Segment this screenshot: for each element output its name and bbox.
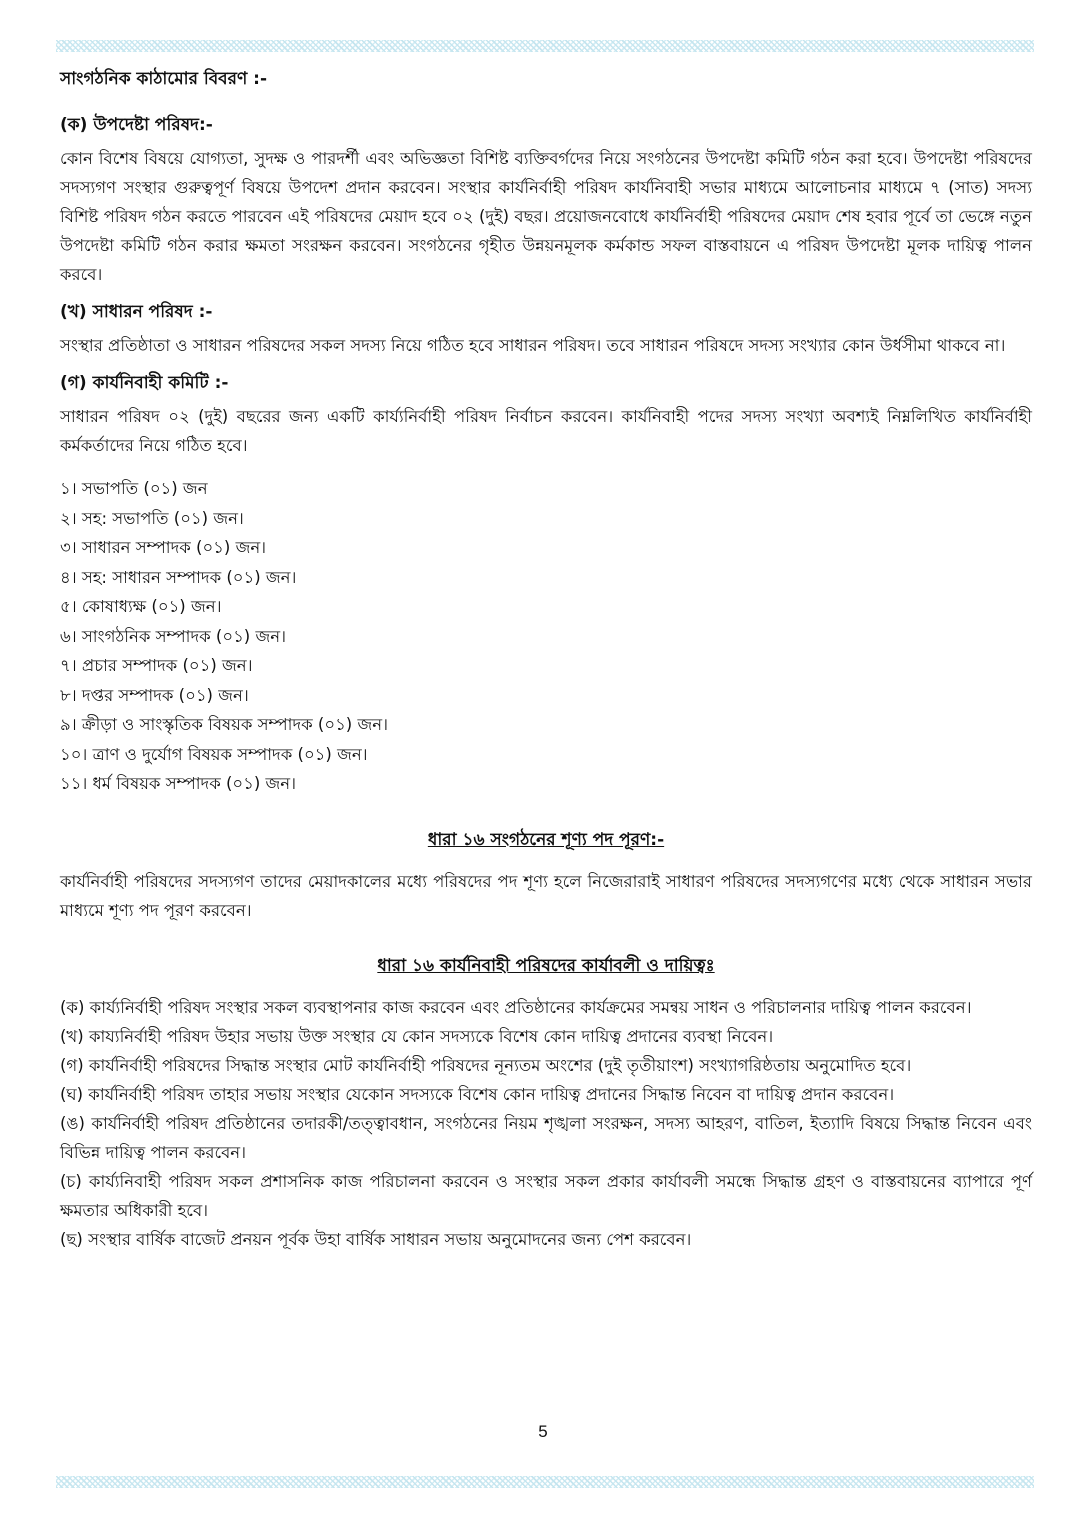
section-heading: (গ) কার্যনিবাহী কমিটি :- bbox=[60, 373, 229, 393]
list-item: ৬। সাংগঠনিক সম্পাদক (০১) জন। bbox=[60, 626, 286, 646]
duty-clause: (ঙ) কার্যনির্বাহী পরিষদ প্রতিষ্ঠানের তদারকী/তত্ত্বাবধান, সংগঠনের নিয়ম শৃঙ্খলা সংরক্ষন, সদস্য আহরণ, বাতিল, ইত্যাদি বিষয়ে সিদ্ধান্ত নিবেন এবং বিভিন্ন দায়িত্ব পালন করবেন। bbox=[60, 1113, 1032, 1162]
list-item: ৫। কোষাধ্যক্ষ (০১) জন। bbox=[60, 597, 222, 616]
list-item: ১। সভাপতি (০১) জন bbox=[60, 479, 208, 498]
duty-clause: (ঘ) কার্যনির্বাহী পরিষদ তাহার সভায় সংস্থার যেকোন সদস্যকে বিশেষ কোন দায়িত্ব প্রদানের সিদ্ধান্ত নিবেন বা দায়িত্ব প্রদান করবেন। bbox=[60, 1084, 895, 1104]
vacancy-heading: ধারা ১৬ সংগঠনের শূণ্য পদ পূরণ:- bbox=[427, 829, 665, 850]
section-paragraph: সাধারন পরিষদ ০২ (দুই) বছরের জন্য একটি কার্য্যনির্বাহী পরিষদ নির্বাচন করবেন। কার্যনিবাহী পদের সদস্য সংখ্যা অবশ্যই নিম্নলিখিত কার্যনির্বাহী কর্মকর্তাদের নিয়ে গঠিত হবে। bbox=[60, 407, 1032, 455]
committee-list bbox=[60, 474, 1032, 799]
section-advisory-council bbox=[60, 112, 1032, 289]
duty-clause: (গ) কার্যনির্বাহী পরিষদের সিদ্ধান্ত সংস্থার মোট কার্যনির্বাহী পরিষদের নূন্যতম অংশের (দুই তৃতীয়াংশ) সংখ্যাগরিষ্ঠতায় অনুমোদিত হবে। bbox=[60, 1055, 912, 1075]
list-item: ২। সহ: সভাপতি (০১) জন। bbox=[60, 508, 244, 528]
duty-clause: (ক) কার্য্যনির্বাহী পরিষদ সংস্থার সকল ব্যবস্থাপনার কাজ করবেন এবং প্রতিষ্ঠানের কার্যক্রমের সমন্বয় সাধন ও পরিচালনার দায়িত্ব পালন করবেন। bbox=[60, 997, 972, 1017]
list-item: ১০। ত্রাণ ও দুর্যোগ বিষয়ক সম্পাদক (০১) জন। bbox=[60, 744, 368, 764]
duty-clause: (খ) কায্যনির্বাহী পরিষদ উহার সভায় উক্ত সংস্থার যে কোন সদস্যকে বিশেষ কোন দায়িত্ব প্রদানের ব্যবস্থা নিবেন। bbox=[60, 1026, 774, 1046]
vacancy-paragraph: কার্যনির্বাহী পরিষদের সদস্যগণ তাদের মেয়াদকালের মধ্যে পরিষদের পদ শূণ্য হলে নিজেরারাই সাধারণ পরিষদের সদস্যগণের মধ্যে থেকে সাধারন সভার মাধ্যমে শূণ্য পদ পূরণ করবেন। bbox=[60, 871, 1032, 920]
list-item: ৩। সাধারন সম্পাদক (০১) জন। bbox=[60, 538, 267, 557]
duties-heading: ধারা ১৬ কার্যনিবাহী পরিষদের কার্যাবলী ও দায়িত্বঃ bbox=[377, 955, 715, 976]
list-item: ৪। সহ: সাধারন সম্পাদক (০১) জন। bbox=[60, 567, 297, 587]
duty-clause: (চ) কার্য্যনিবাহী পরিষদ সকল প্রশাসনিক কাজ পরিচালনা করবেন ও সংস্থার সকল প্রকার কার্যাবলী সমন্ধে সিদ্ধান্ত গ্রহণ ও বাস্তবায়নের ব্যাপারে পূর্ণ ক্ষমতার অধিকারী হবে। bbox=[60, 1171, 1032, 1220]
section-executive-committee bbox=[60, 370, 1032, 460]
decorative-top-border bbox=[56, 40, 1034, 52]
duty-clause: (ছ) সংস্থার বার্ষিক বাজেট প্রনয়ন পূর্বক উহা বার্ষিক সাধারন সভায় অনুমোদনের জন্য পেশ করবেন। bbox=[60, 1229, 692, 1249]
document-title: সাংগঠনিক কাঠামোর বিবরণ :- bbox=[60, 69, 268, 89]
section-heading: (ক) উপদেষ্টা পরিষদ:- bbox=[60, 115, 213, 135]
section-heading: (খ) সাধারন পরিষদ :- bbox=[60, 302, 213, 322]
section-general-council bbox=[60, 299, 1032, 360]
page-number: 5 bbox=[538, 1422, 548, 1441]
page-content bbox=[60, 62, 1032, 1254]
list-item: ৮। দপ্তর সম্পাদক (০১) জন। bbox=[60, 685, 249, 705]
decorative-bottom-border bbox=[56, 1476, 1034, 1488]
list-item: ১১। ধর্ম বিষয়ক সম্পাদক (০১) জন। bbox=[60, 774, 297, 793]
duties-clauses bbox=[60, 993, 1032, 1254]
section-paragraph: কোন বিশেষ বিষয়ে যোগ্যতা, সুদক্ষ ও পারদর্শী এবং অভিজ্ঞতা বিশিষ্ট ব্যক্তিবর্গদের নিয়ে সংগঠনের উপদেষ্টা কমিটি গঠন করা হবে। উপদেষ্টা পরিষদের সদস্যগণ সংস্থার গুরুত্বপূর্ণ বিষয়ে উপদেশ প্রদান করবেন। সংস্থার কার্যনির্বাহী পরিষদ কার্যনিবাহী সভার মাধ্যমে আলোচনার মাধ্যমে ৭ (সাত) সদস্য বিশিষ্ট পরিষদ গঠন করতে পারবেন এই পরিষদের মেয়াদ হবে ০২ (দুই) বছর। প্রয়োজনবোধে কার্যনির্বাহী পরিষদের মেয়াদ শেষ হবার পূর্বে তা ভেঙ্গে নতুন উপদেষ্টা কমিটি গঠন করার ক্ষমতা সংরক্ষন করবেন। সংগঠনের গৃহীত উন্নয়নমূলক কর্মকান্ড সফল বাস্তবায়নে এ পরিষদ উপদেষ্টা মূলক দায়িত্ব পালন করবে। bbox=[60, 149, 1032, 284]
list-item: ৭। প্রচার সম্পাদক (০১) জন। bbox=[60, 656, 253, 675]
section-paragraph: সংস্থার প্রতিষ্ঠাতা ও সাধারন পরিষদের সকল সদস্য নিয়ে গঠিত হবে সাধারন পরিষদ। তবে সাধারন পরিষদে সদস্য সংখ্যার কোন উর্ধসীমা থাকবে না। bbox=[60, 336, 1006, 355]
list-item: ৯। ক্রীড়া ও সাংস্কৃতিক বিষয়ক সম্পাদক (০১) জন। bbox=[60, 715, 388, 734]
